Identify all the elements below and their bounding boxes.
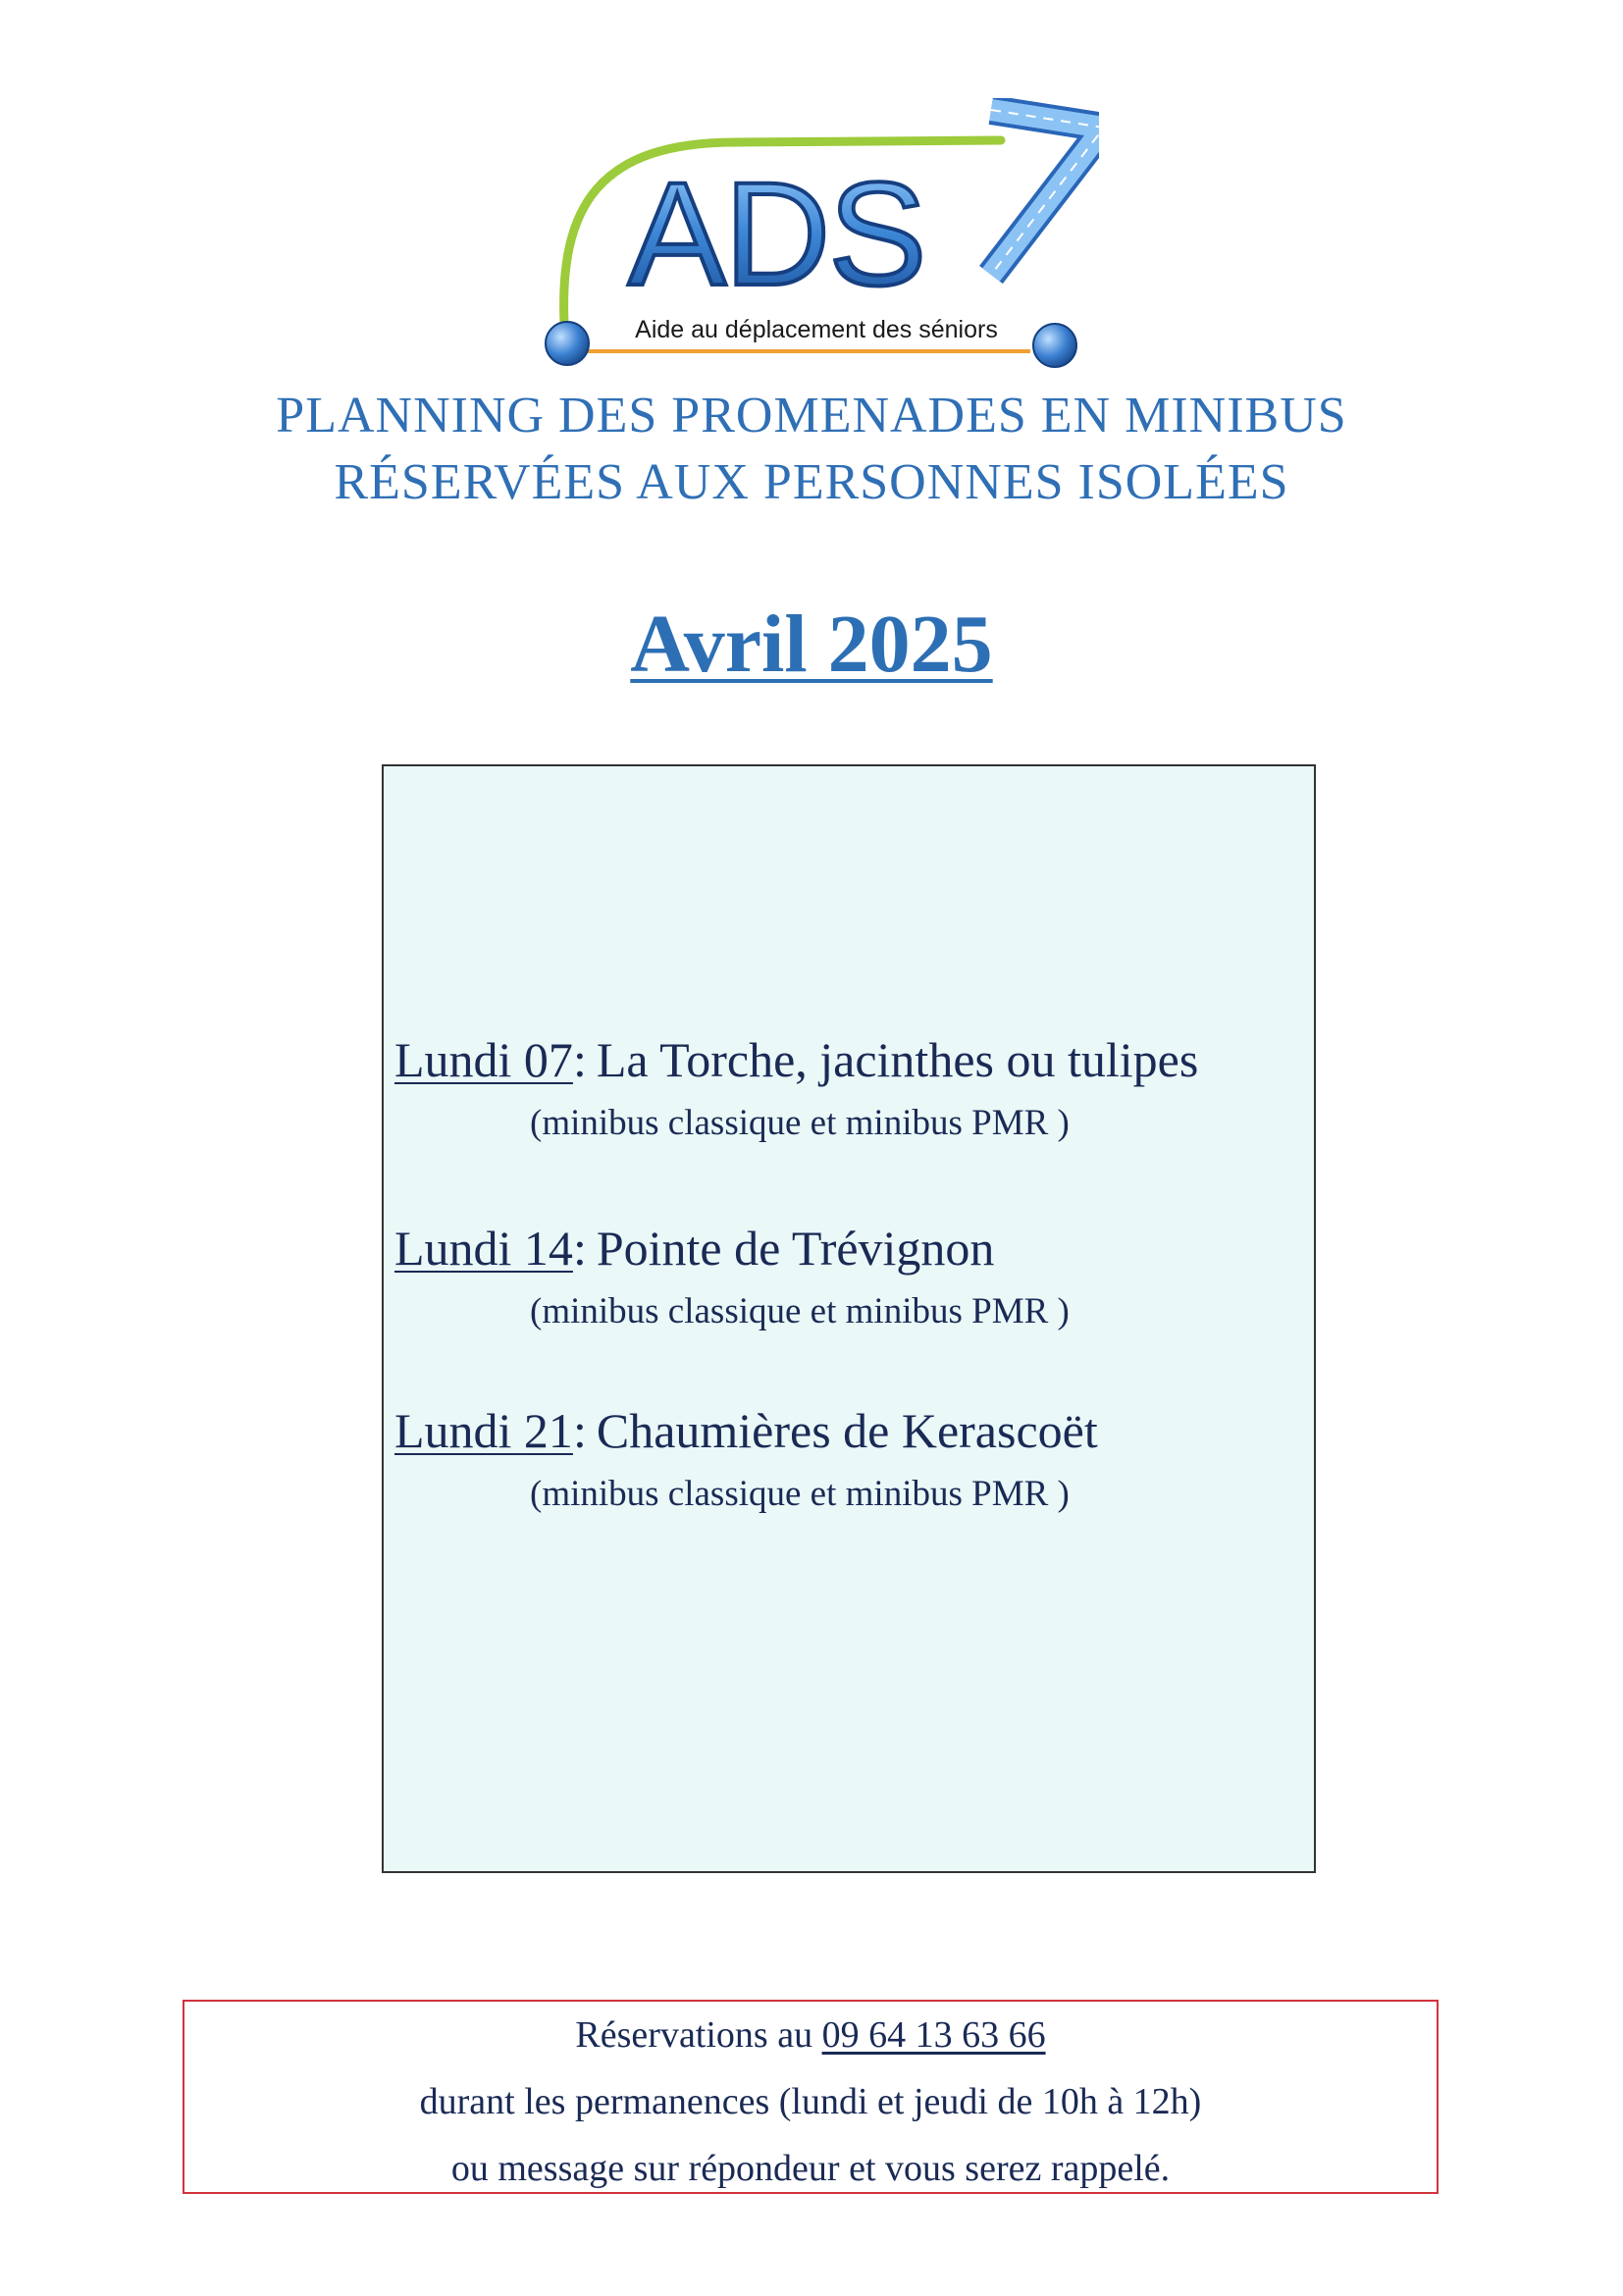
ads7-logo xyxy=(530,98,1099,392)
schedule-box xyxy=(382,764,1316,1873)
outing-line xyxy=(394,1402,1307,1459)
outing-vehicle-note: (minibus classique et minibus PMR ) xyxy=(530,1103,1070,1143)
outing-item xyxy=(394,1031,1307,1144)
outing-day: Lundi 07 xyxy=(394,1032,573,1087)
outing-line xyxy=(394,1031,1307,1088)
ads7-logo-graphic xyxy=(530,98,1099,392)
month-title: Avril 2025 xyxy=(630,599,993,690)
outing-separator: : xyxy=(572,1221,587,1276)
outing-line xyxy=(394,1220,1307,1277)
outing-item xyxy=(394,1402,1307,1515)
outing-day: Lundi 14 xyxy=(394,1221,573,1276)
outing-day: Lundi 21 xyxy=(394,1403,573,1458)
outing-vehicle-note: (minibus classique et minibus PMR ) xyxy=(530,1291,1070,1331)
reservation-phone-line xyxy=(184,2013,1437,2057)
reservation-prefix: Réservations au xyxy=(575,2014,822,2056)
reservation-phone-number[interactable]: 09 64 13 63 66 xyxy=(821,2014,1046,2056)
outing-destination: La Torche, jacinthes ou tulipes xyxy=(596,1032,1199,1087)
logo-tagline: Aide au déplacement des séniors xyxy=(635,316,998,343)
outing-destination: Pointe de Trévignon xyxy=(596,1221,995,1276)
outing-vehicle-note: (minibus classique et minibus PMR ) xyxy=(530,1474,1070,1514)
planning-title-line-1: PLANNING DES PROMENADES EN MINIBUS xyxy=(276,388,1347,444)
svg-text:ADS: ADS xyxy=(628,151,925,316)
outing-separator: : xyxy=(572,1032,587,1087)
planning-title-line-2: RÉSERVÉES AUX PERSONNES ISOLÉES xyxy=(334,454,1289,510)
outing-destination: Chaumières de Kerascoët xyxy=(596,1403,1098,1458)
reservation-box xyxy=(183,2000,1439,2194)
reservation-voicemail: ou message sur répondeur et vous serez rappelé. xyxy=(450,2148,1171,2189)
outing-separator: : xyxy=(572,1403,587,1458)
reservation-hours: durant les permanences (lundi et jeudi de 10h à 12h) xyxy=(419,2081,1202,2122)
outing-item xyxy=(394,1220,1307,1332)
